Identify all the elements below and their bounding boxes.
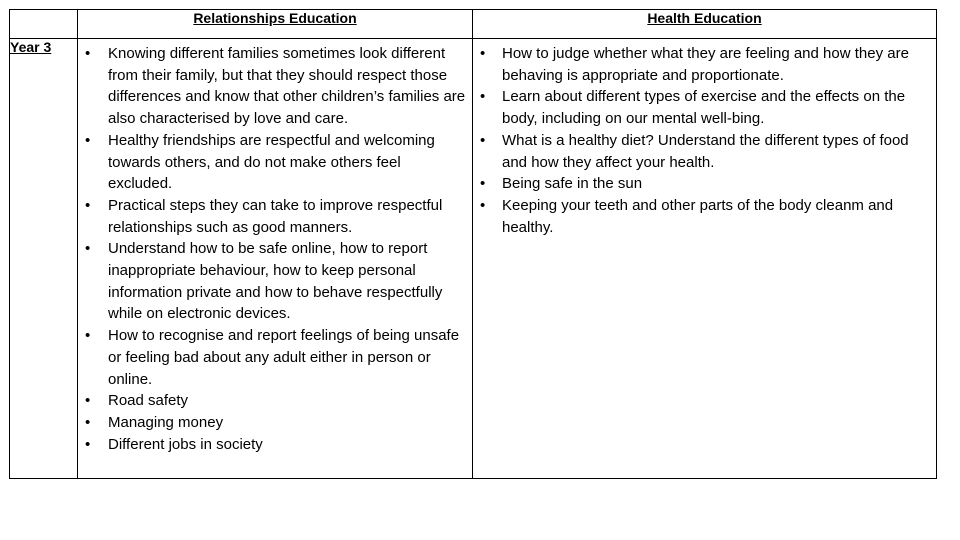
relationships-item: • Road safety (78, 390, 468, 412)
year-label: Year 3 (10, 39, 78, 479)
corner-cell (10, 10, 78, 39)
relationships-item: • Practical steps they can take to improve respectful relationships such as good manners. (78, 195, 468, 238)
curriculum-table (9, 9, 937, 479)
relationships-item: • Managing money (78, 412, 468, 434)
year-3-row (10, 39, 937, 479)
relationships-item: • How to recognise and report feelings of being unsafe or feeling bad about any adult either in person or online. (78, 325, 468, 390)
health-item: • How to judge whether what they are feeling and how they are behaving is appropriate and proportionate. (473, 43, 932, 86)
health-item: • Learn about different types of exercise and the effects on the body, including on our mental well-bing. (473, 86, 932, 129)
relationships-list (78, 39, 472, 457)
relationships-cell (78, 39, 473, 479)
health-list (473, 39, 936, 240)
health-item: • Being safe in the sun (473, 173, 932, 195)
header-row (10, 10, 937, 39)
relationships-item: • Different jobs in society (78, 434, 468, 456)
relationships-item: • Knowing different families sometimes look different from their family, but that they should respect those differences and know that other children’s families are also characterised by love and care. (78, 43, 468, 130)
relationships-heading: Relationships Education (78, 10, 473, 39)
health-item: • What is a healthy diet? Understand the different types of food and how they affect your health. (473, 130, 932, 173)
relationships-item: • Healthy friendships are respectful and welcoming towards others, and do not make others feel excluded. (78, 130, 468, 195)
relationships-item: • Understand how to be safe online, how to report inappropriate behaviour, how to keep personal information private and how to behave respectfully while on electronic devices. (78, 238, 468, 325)
health-heading: Health Education (473, 10, 937, 39)
health-cell (473, 39, 937, 479)
health-item: • Keeping your teeth and other parts of the body cleanm and healthy. (473, 195, 932, 238)
